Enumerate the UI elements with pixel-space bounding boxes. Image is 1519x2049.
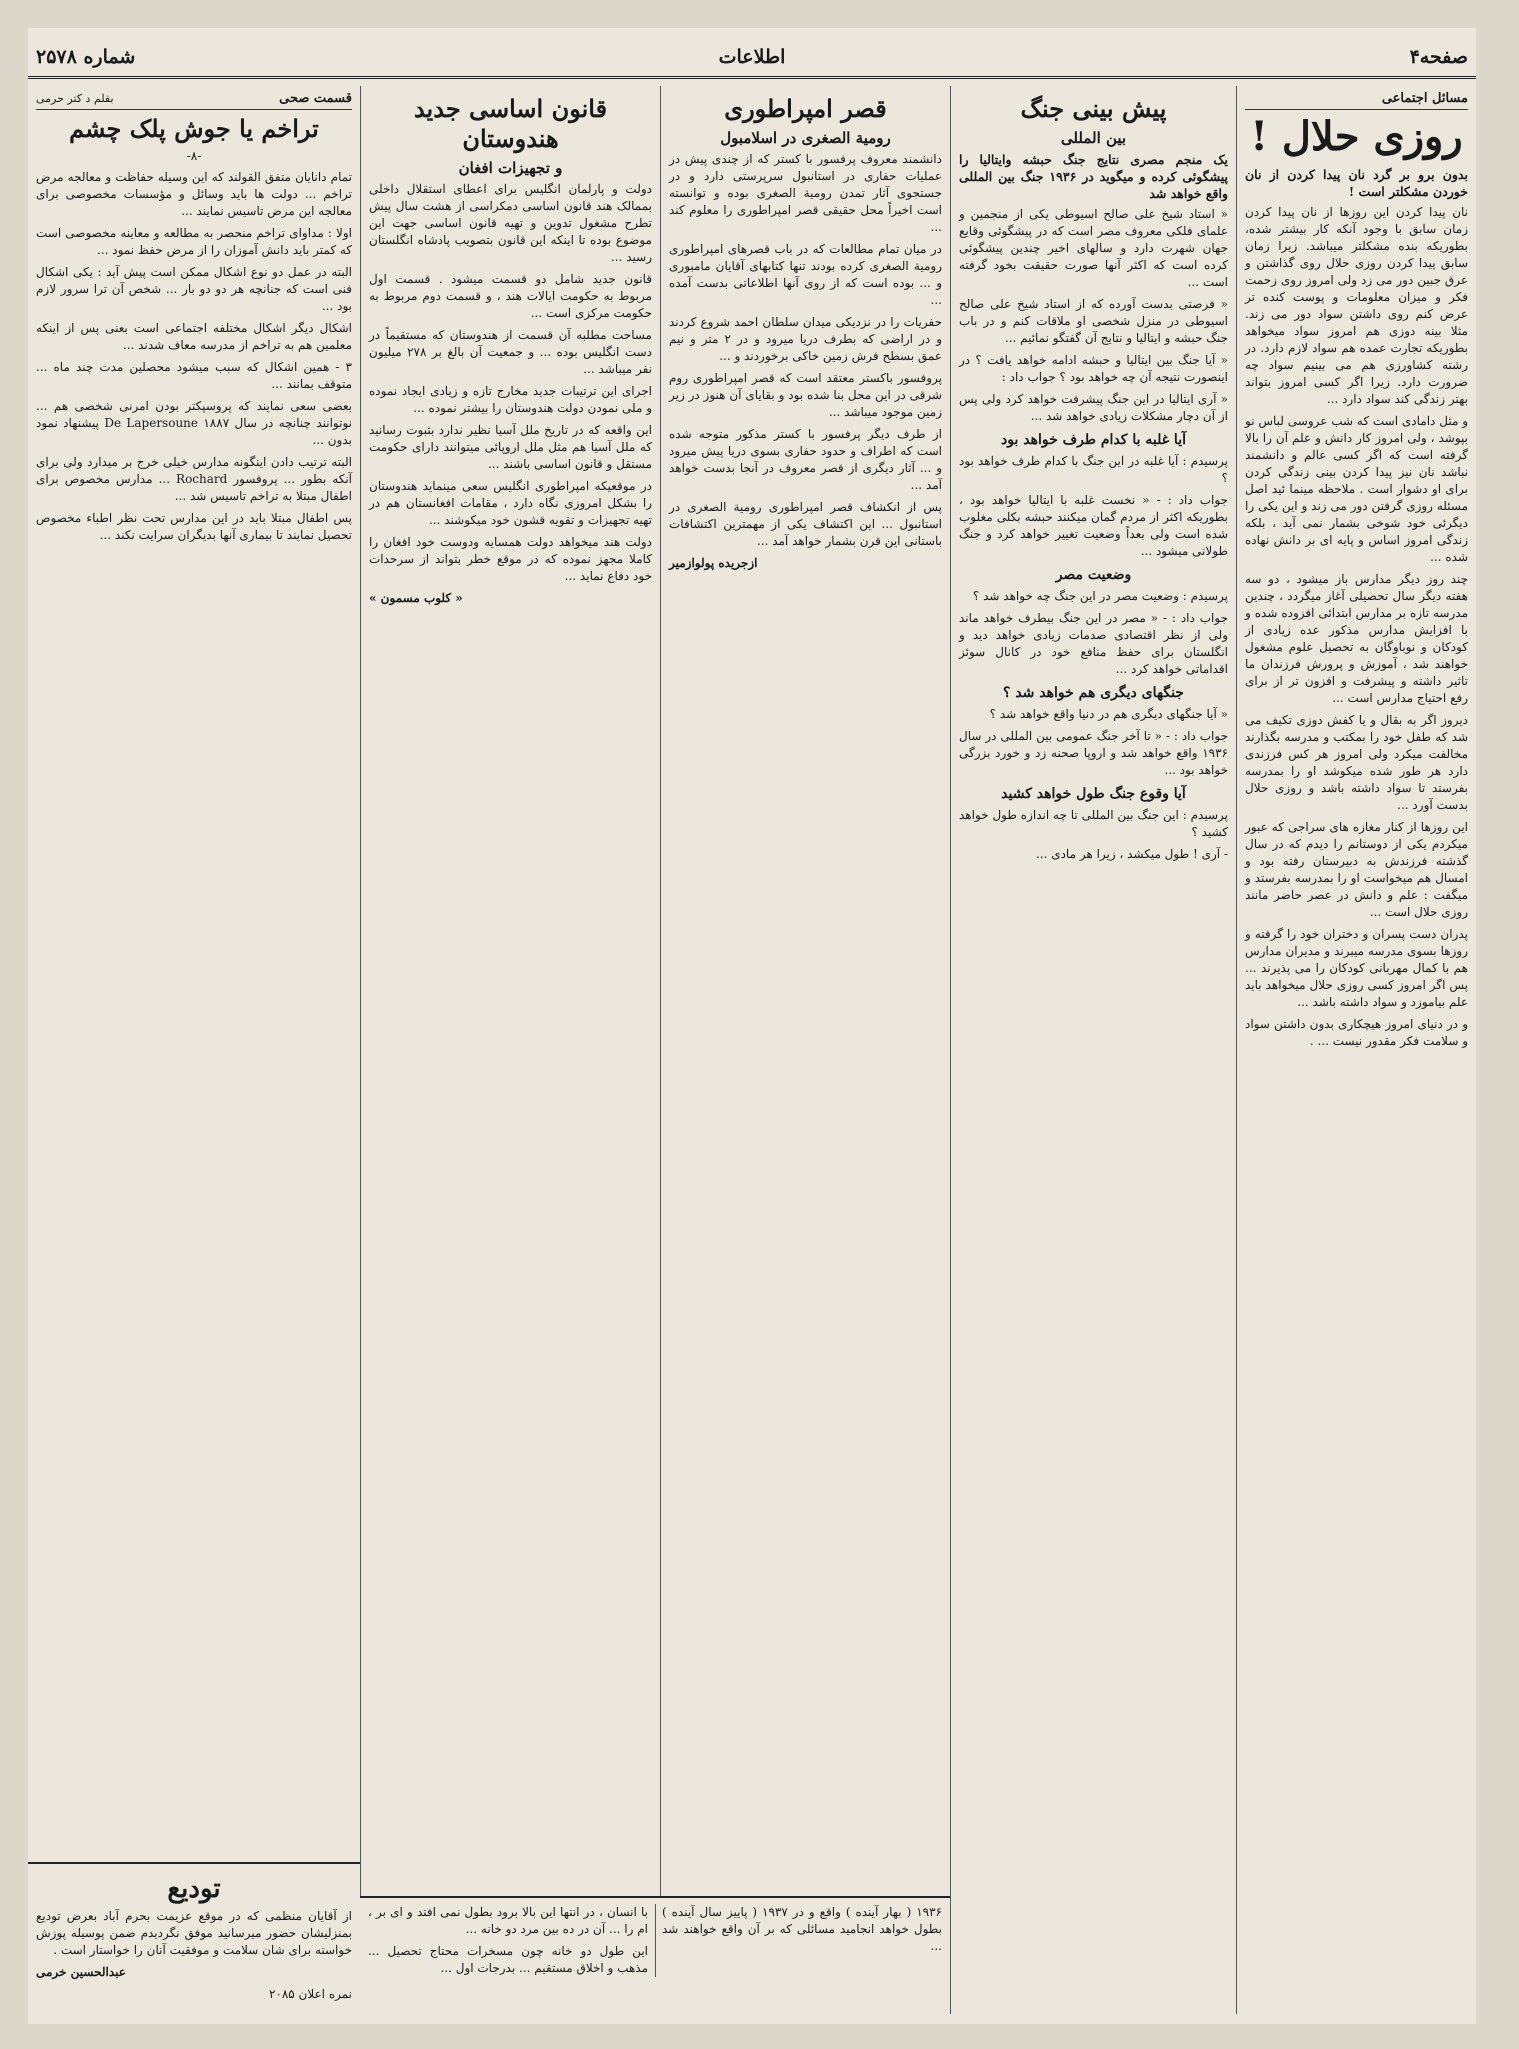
paragraph: در میان تمام مطالعات که در باب قصرهای امپراطوری رومیة الصغری کرده بودند تنها کتابهای آقایان مامبوری و ... بوده است که از روی آنها اطلاعاتی بدست آمده ... [669,242,942,307]
paragraph: در موقعیکه امپراطوری انگلیس سعی مینماید هندوستان را بشکل امروزی نگاه دارد ، مقامات افغانستان هم در تهیه تجهیزات و تقویه قشون خود میکوشند ... [369,479,652,527]
section-heading: وضعیت مصر [1055,567,1132,583]
column-health [28,86,360,2014]
paragraph: جواب داد : - « تا آخر جنگ عمومی بین المللی در سال ۱۹۳۶ واقع خواهد شد و اروپا صحنه زد و خورد بزرگی خواهد بود ... [959,729,1228,777]
paragraph: تمام دانایان متفق القولند که این وسیله حفاظت و معالجه مرض تراخم ... دولت ها باید وسائل و مؤسسات مخصوصی برای معالجه این مرض تاسیس نمایند ... [36,170,352,218]
article-title: قصر امپراطوری [724,94,887,123]
paragraph: مساحت مطلبه آن قسمت از هندوستان که مستقیماً در دست انگلیس بوده ... و جمعیت آن بالغ بر ۲۷۸ میلیون نفر میباشد ... [369,328,652,376]
paragraph: نان پیدا کردن این روزها از نان پیدا کردن زمان سابق با وجود آنکه کار بیشتر شده، بطوریکه بنده مشکلتر میباشد. زیرا زمان سابق پیدا کردن روزی حلال روی گذاشتن و عرق جبین دور می زد ولی امروز روی زحمت فکر و میزان معلومات و پوست کنده تر عرض کنم روی داشتن سواد دور می زند. مثلا بینه دوزی هم امروز سواد میخواهد بطوریکه تجارت عمده هم سواد لازم دارد. در رشته کشاورزی هم می بینیم سواد چه ضرورت دارد. زیرا اگر کسی امروز بتواند بهتر زندگی کند سواد دارد ... [1245,205,1468,406]
paragraph: قانون جدید شامل دو قسمت میشود . قسمت اول مربوط به حکومت ایالات هند ، و قسمت دوم مربوط به حکومت مرکزی است ... [369,272,652,320]
paragraph: جواب داد : - « مصر در این جنگ بیطرف خواهد ماند ولی از نظر اقتصادی صدمات زیادی خواهد دید و انگلستان برای حفظ منافع خود در کانال سوئز اقداماتی خواهد کرد ... [959,611,1228,676]
paragraph: پدران دست پسران و دختران خود را گرفته و روزها بسوی مدرسه میبرند و مدیران مدارس هم با کمال مهربانی کودکان را می پذیرند ... پس اگر امروز کسی روزی حلال میخواهد باید علم بیاموزد و سواد داشته باشد ... [1245,927,1468,1009]
paragraph: دولت هند میخواهد دولت همسایه ودوست خود افغان را کاملا مجهز نموده که در موقع خطر بتواند از سرحدات خود دفاع نماید ... [369,535,652,583]
paragraph: پرسیدم : این جنگ بین المللی تا چه اندازه طول خواهد کشید ؟ [959,808,1228,839]
column-india-constitution [360,86,660,2014]
article-title: روزی حلال ! [1250,113,1463,160]
article-title: پیش بینی جنگ [1020,94,1167,123]
paragraph: جواب داد : - « نخست غلبه با ایتالیا خواهد بود ، بطوریکه اکثر از مردم گمان میکنند حبشه بکلی مغلوب شده است ولی بعداً وضعیت تغییر خواهد کرد و جنگ طولانی میشود ... [959,493,1228,558]
notice-text: از آقایان منظمی که در موقع عزیمت بحرم آباد بعرض تودیع بمنزلیشان حضور میرسانید موفق نگردیدم ضمن پوسیله پوزش خواسته برای شان سلامت و موفقیت آنان را خواستار است . [36,1909,352,1957]
paragraph: چند روز دیگر مدارس باز میشود ، دو سه هفته دیگر سال تحصیلی آغاز میگردد ، چندین مدرسه تازه بر مدارس ابتدائی افزوده شده و با افزایش مدارس مذکور عده زیادی از کودکان و نوباوگان به تحصیل علوم مشغول خواهند شد ، آموزش و پرورش فرزندان ما تاثیر داشته و پیشرفت و افزون تر از برای رفع احتیاج مدارس است ... [1245,572,1468,705]
paragraph: این واقعه که در تاریخ ملل آسیا نظیر ندارد بثبوت رسانید که ملل آسیا هم مثل ملل اروپائی میتوانند دارای حکومت مستقل و قانون اساسی باشند ... [369,423,652,471]
page-label: صفحه۴ [1409,46,1468,68]
paragraph: پس از انکشاف قصر امپراطوری رومیة الصغری در استانبول ... این اکتشاف یکی از مهمترین اکتشافات باستانی این قرن بشمار خواهد آمد ... [669,500,942,548]
paragraph: این روزها از کنار مغازه های سراجی که عبور میکردم یکی از دوستانم را دیدم که در سال گذشته فرزندش به دبیرستان رفته بود و امسال هم میخواست او را بمدرسه بفرستد و میگفت : علم و دانش در عصر حاضر مانند روزی حلال است ... [1245,820,1468,919]
paragraph: با انسان ، در انتها این بالا برود بطول نمی افتد و ای بر ، ام را ... آن در ده بین مرد دو خانه ... [368,1905,648,1936]
paragraph: « آیا جنگ بین ایتالیا و حبشه ادامه خواهد یافت ؟ در اینصورت نتیجه آن چه خواهد بود ؟ جواب داد : [959,353,1228,384]
paragraph: پس اطفال مبتلا باید در این مدارس تحت نظر اطباء مخصوص تحصیل نمایند تا بیماری آنها بدیگران سرایت نکند ... [36,511,352,542]
paragraph: این طول دو خانه چون مسخرات محتاج تحصیل ... مذهب و اخلاق مستقیم ... بدرجات اول ... [368,1944,648,1975]
article-deck: یک منجم مصری نتایج جنگ حبشه وایتالیا را پیشگوئی کرده و میگوید در ۱۹۳۶ جنگ بین المللی واقع خواهد شد [959,152,1229,201]
section-heading: جنگهای دیگری هم خواهد شد ؟ [1003,685,1184,701]
paragraph: ۳ - همین اشکال که سبب میشود محصلین مدت چند ماه ... متوقف بمانند ... [36,360,352,391]
issue-label: شماره ۲۵۷۸ [36,46,136,68]
paragraph: پرسیدم : وضعیت مصر در این جنگ چه خواهد شد ؟ [972,589,1228,603]
paper-name: اطلاعات [718,46,786,68]
section-rubric [36,90,352,110]
section-rubric: مسائل اجتماعی [1245,90,1468,110]
paragraph: از طرف دیگر پرفسور با کستر مذکور متوجه شده است که اطراف و حدود حفاری بسوی دریا پیش میرود و ... آثار دیگری از قصر معروف در آنجا بدست خواهد آمد ... [669,427,942,492]
installment-number: -۸- [186,149,202,163]
paragraph: و مثل دامادی است که شب عروسی لباس نو بپوشد ، ولی امروز کار دانش و علم آن را بالا گرفته است که اگر کسی عالم و دانشمند نباشد نان نیز پیدا کردن بینی زندگی کردن برای او دشوار است . ملاحظه مینما ئید اصل مسئله روزی گرفتن دور می زند و این یکی را دیگرئی خود شوخی بشمار نمی آید ، بلکه زندگی امروز اساس و پایه ای بر دانش نهاده شده ... [1245,414,1468,564]
paragraph: البته در عمل دو نوع اشکال ممکن است پیش آید : یکی اشکال فنی است که جنانچه هر دو دو بار ... شخص آن ترا سرور لازم بود ... [36,265,352,313]
ad-number: نمره اعلان ۲۰۸۵ [268,1987,352,2001]
paragraph: دولت و پارلمان انگلیس برای اعطای استقلال داخلی بممالک هند قانون اساسی دمکراسی از هشت سال پیش تطرح مشغول تدوین و تهیه قانون اساسی جهت این موضوع بوده تا اینکه این قانون بتصویب پادشاه انگلستان رسید ... [369,182,652,264]
paragraph: دانشمند معروف پرفسور با کستر که از چندی پیش در عملیات حفاری در استانبول سرپرستی دارد و در جستجوی آثار تمدن رومیة الصغری بوده و توانسته است اخیراً محل حقیقی قصر امپراطوری را معلوم کند ... [669,152,942,234]
article-title: قانون اساسی جدید هندوستان [413,94,608,153]
article-subtitle: و تجهیزات افغان [458,159,563,177]
section-heading: آیا غلبه با کدام طرف خواهد بود [1001,432,1186,448]
paragraph: - آری ! طول میکشد ، زیرا هر مادی ... [1035,847,1228,861]
article-lead: بدون برو بر گرد نان پیدا کردن از نان خوردن مشکلتر است ! [1245,167,1468,199]
paragraph: « فرصتی بدست آورده که از استاد شیخ علی صالح اسیوطی در منزل شخصی او ملاقات کنم و در باب جنگ حبشه و ایتالیا و نتایج آن گفتگو نمائیم ... [959,297,1228,345]
paragraph: پرسیدم : آیا غلبه در این جنگ با کدام طرف خواهد بود ؟ [959,454,1228,485]
paragraph: دیروز اگر به بقال و یا کفش دوزی تکیف می شد که طفل خود را بمکتب و مدرسه بگذارند مخالفت میکرد ولی امروز هر کس فرزندی دارد هر طور شده میکوشد او را بمدرسه بفرستد تا سواد داشته باشد و روزی حلال بدست آورد ... [1245,713,1468,812]
paragraph: « آری ایتالیا در این جنگ پیشرفت خواهد کرد ولی پس از آن دچار مشکلات زیادی خواهد شد ... [959,392,1228,423]
paragraph: اشکال دیگر اشکال مختلفه اجتماعی است بعنی پس از اینکه معلمین هم به تراخم از مدرسه معاف شدند ... [36,321,352,352]
newspaper-page [28,28,1476,2024]
paragraph: « آیا جنگهای دیگری هم در دنیا واقع خواهد شد ؟ [989,707,1228,721]
notice-signature: عبدالحسین خرمی [36,1965,126,1979]
column-social [1236,86,1476,2014]
paragraph: البته ترتیب دادن اینگونه مدارس خیلی خرج بر میدارد ولی برای آنکه بطور ... پروفسور Rochard ... مدارس مخصوص برای اطفال مبتلا به تراخم تاسیس شد ... [36,455,352,503]
bottom-strip [360,1896,950,2014]
source-credit: « کلوب مسمون » [369,591,463,605]
paragraph: بعضی سعی نمایند که پروسپکتر بودن امرنی شخصی هم ... نوتوانند چنانچه در سال ۱۸۸۷ De Lapersoune پیشنهاد نمود بدون ... [36,399,352,447]
paragraph: « استاد شیخ علی صالح اسیوطی یکی از منجمین و علمای فلکی معروف مصر است که در پیشگوئی وقایع جهان شهرت دارد و سالهای اخیر چندین پیشگوئی کرده است که اکثر آنها صورت حقیقت بخود گرفته است ... [959,207,1228,289]
article-title: تراخم یا جوش پلک چشم [69,114,319,143]
source-credit: ازجریده پولوازمیر [669,556,758,570]
farewell-notice [28,1862,360,2014]
paragraph: و در دنیای امروز هیچکاری بدون داشتن سواد و سلامت فکر مقدور نیست ... . [1245,1017,1468,1048]
column-imperial-palace [660,86,950,2014]
masthead [28,42,1476,79]
byline: بقلم د کتر حرمی [36,92,114,105]
notice-title: تودیع [167,1874,221,1904]
paragraph: ۱۹۳۶ ( بهار آینده ) واقع و در ۱۹۳۷ ( پاییز سال آینده ) بطول خواهد انجامید مسائلی که بر آن واقع خواهند شد ... [662,1905,942,1953]
section-heading: آیا وقوع جنگ طول خواهد کشید [1001,786,1186,802]
paragraph: پروفسور باکستر معتقد است که قصر امپراطوری روم شرقی در این محل بنا شده بود و بقایای آن هنوز در زیر زمین موجود میباشد ... [669,371,942,419]
article-subtitle: بین المللی [1060,129,1127,147]
paragraph: اجرای این ترتیبات جدید مخارج تازه و زیادی ایجاد نموده و ملی نمودن دولت هندوستان را بیشتر نموده ... [369,384,652,415]
rubric-label: قسمت صحی [279,91,352,106]
paragraph: حفریات را در نزدیکی میدان سلطان احمد شروع کردند و در اراضی که بطرف دریا میرود و در ۲ متر و نیم عمق بسطح فرش زمین خاکی برخوردند و ... [669,315,942,363]
article-subtitle: رومیة الصغری در اسلامبول [720,129,891,147]
column-war-prediction [950,86,1236,2014]
paragraph: اولا : مداوای تراخم منحصر به مطالعه و معاینه مخصوصی است که کمتر باید دانش آموزان را از مرض حفظ نمود ... [36,226,352,257]
